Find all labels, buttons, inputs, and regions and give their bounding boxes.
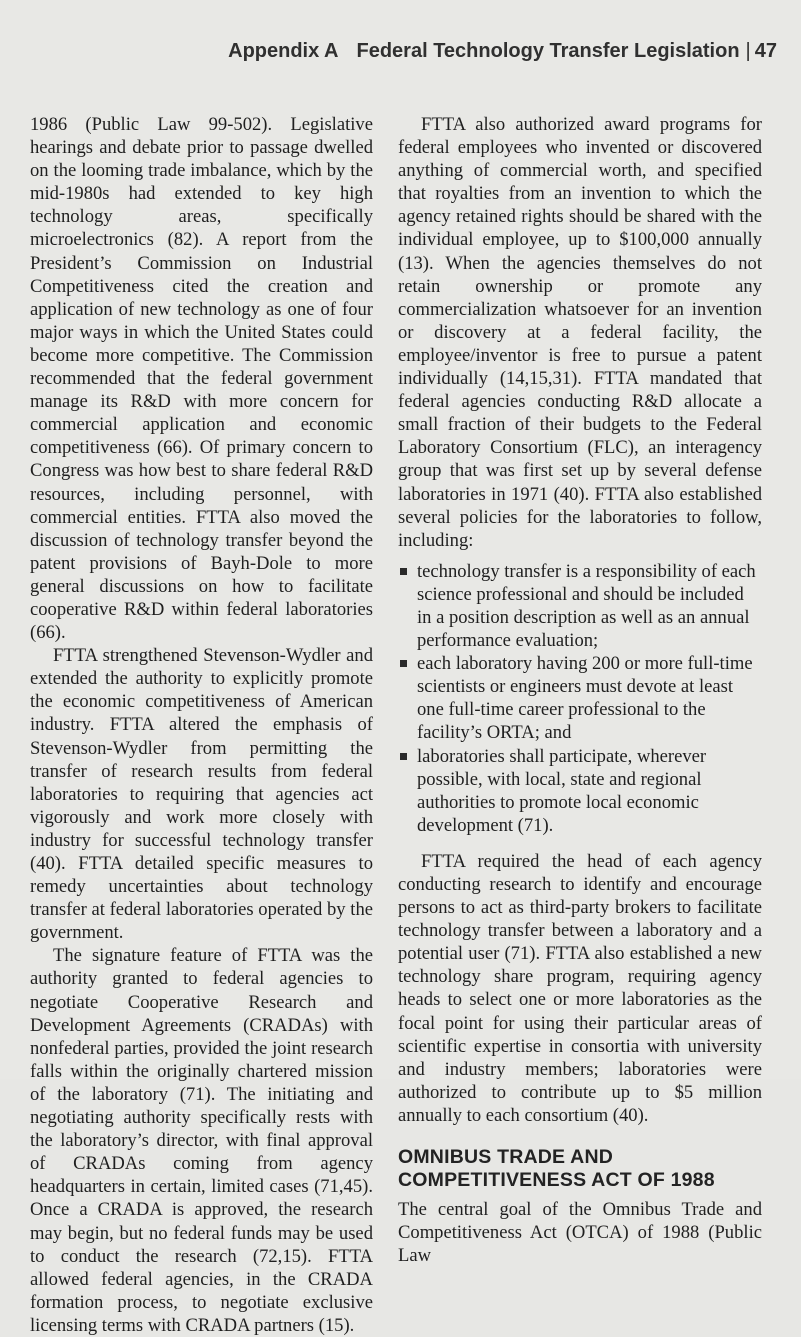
right-column [398,113,762,1267]
square-bullet-icon [400,660,407,667]
square-bullet-icon [400,568,407,575]
header-separator: | [745,40,751,62]
header-appendix-label: Appendix A [228,40,339,62]
left-paragraph-3: The signature feature of FTTA was the authority granted to federal agencies to negotiate Cooperative Research and Development Agreements (CRADAs) with nonfederal parties, provided the joint research falls within the originally chartered mission of the laboratory (71). The initiating and negotiating authority specifically rests with the laboratory’s director, with final approval of CRADAs coming from agency headquarters in certain, limited cases (71,45). Once a CRADA is approved, the research may begin, but no federal funds may be used to conduct the research (72,15). FTTA allowed federal agencies, in the CRADA formation process, to negotiate exclusive licensing terms with CRADA partners (15). [30,945,373,1336]
list-item [398,652,762,744]
section-paragraph: The central goal of the Omnibus Trade and Competitiveness Act (OTCA) of 1988 (Public Law [398,1199,762,1267]
bullet-text: laboratories shall participate, wherever possible, with local, state and regional authorities to promote local economic development (71). [417,745,707,836]
right-intro-paragraph: FTTA also authorized award programs for federal employees who invented or discovered anything of commercial worth, and specified that royalties from an invention to which the agency retained rights should be shared with the individual employee, up to $100,000 annually (13). When the agencies themselves do not retain ownership or promote any commercialization whatsoever for an invention or discovery at a federal facility, the employee/inventor is free to pursue a patent individually (14,15,31). FTTA mandated that federal agencies conducting R&D allocate a small fraction of their budgets to the Federal Laboratory Consortium (FLC), an interagency group that was first set up by several defense laboratories in 1971 (40). FTTA also established several policies for the laboratories to follow, including: [398,114,762,551]
page-number: 47 [754,40,777,62]
section-heading-line-1: OMNIBUS TRADE AND [398,1146,614,1169]
left-paragraph-2: FTTA strengthened Stevenson-Wydler and extended the authority to explicitly promote the economic competitiveness of American industry. FTTA altered the emphasis of Stevenson-Wydler from permitting the transfer of research results from federal laboratories to requiring that agencies act vigorously and work more closely with industry for successful technology transfer (40). FTTA detailed specific measures to remedy uncertainties about technology transfer at federal laboratories operated by the government. [30,645,373,944]
list-item [398,745,762,837]
left-paragraph-1: 1986 (Public Law 99-502). Legislative hearings and debate prior to passage dwelled on the looming trade imbalance, which by the mid-1980s had extended to key high technology areas, specifically microelectronics (82). A report from the President’s Commission on Industrial Competitiveness cited the creation and application of new technology as one of four major ways in which the United States could become more competitive. The Commission recommended that the federal government manage its R&D with more concern for commercial application and economic competitiveness (66). Of primary concern to Congress was how best to share federal R&D resources, including personnel, with commercial entities. FTTA also moved the discussion of technology transfer beyond the patent provisions of Bayh-Dole to more general discussions on how to facilitate cooperative R&D within federal laboratories (66). [30,114,373,644]
header-chapter-title: Federal Technology Transfer Legislation [356,40,740,62]
left-column [30,113,373,1337]
running-header [0,40,777,63]
square-bullet-icon [400,753,407,760]
bullet-text: each laboratory having 200 or more full-time scientists or engineers must devote at least one full-time career professional to the facility’s ORTA; and [417,653,753,744]
section-heading-line-2: COMPETITIVENESS ACT OF 1988 [398,1169,715,1192]
right-paragraph-after-list: FTTA required the head of each agency conducting research to identify and encourage persons to act as third-party brokers to facilitate technology transfer between a laboratory and a potential user (71). FTTA also established a new technology share program, requiring agency heads to select one or more laboratories as the focal point for using their particular areas of scientific expertise in consortia with university and industry members; laboratories were authorized to contribute up to $5 million annually to each consortium (40). [398,850,762,1126]
list-item [398,560,762,652]
policy-bullet-list [398,560,762,837]
bullet-text: technology transfer is a responsibility of each science professional and should be included in a position description as well as an annual performance evaluation; [417,560,756,652]
section-heading [398,1146,762,1192]
